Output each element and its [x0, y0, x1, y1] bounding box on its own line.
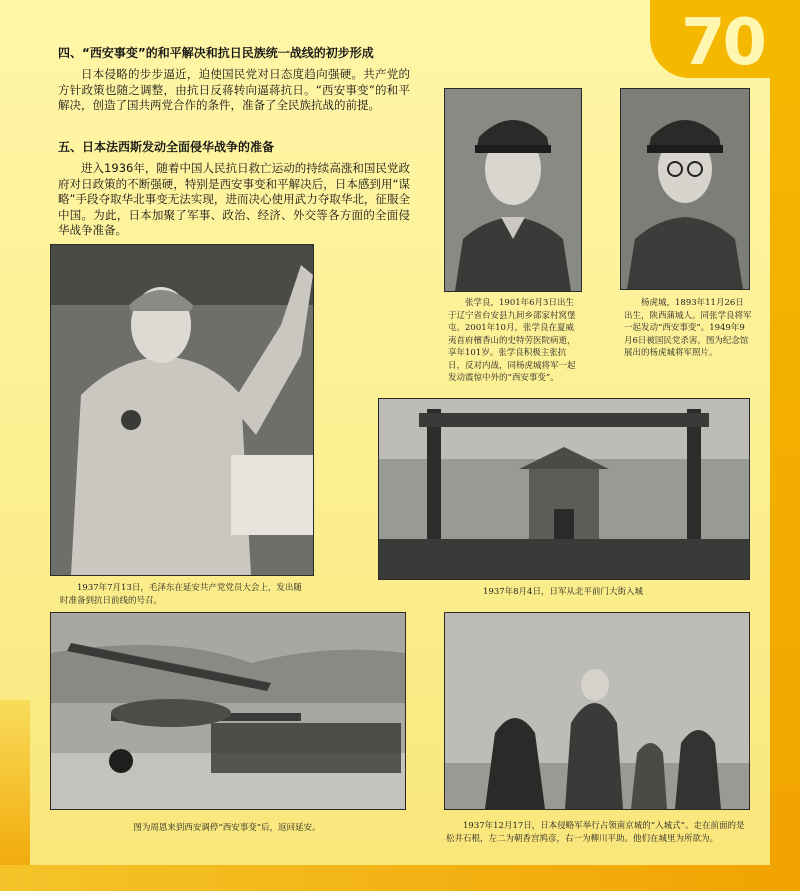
section-4-paragraph: 日本侵略的步步逼近，迫使国民党对日态度趋向强硬。共产党的方针政策也随之调整，由抗日反蒋转向逼蒋抗日。“西安事变”的和平解决，创造了国共两党合作的条件，准备了全民族抗战的前提。 — [58, 67, 410, 112]
yang-hucheng-caption: 杨虎城，1893年11月26日出生，陕西蒲城人。同张学良将军一起发动“西安事变”。1949年9月6日被国民党杀害。图为纪念馆展出的杨虎城将军照片。 — [624, 298, 752, 358]
right-border-band — [770, 0, 800, 891]
qianmen-photo — [378, 398, 750, 580]
bottom-border-band — [0, 865, 800, 891]
zhang-xueliang-photo — [444, 88, 582, 292]
nanjing-entry-photo — [444, 612, 750, 810]
section-5-heading: 五、日本法西斯发动全面侵华战争的准备 — [58, 140, 275, 154]
zhou-enlai-caption: 图为周恩来到西安调停“西安事变”后，返回延安。 — [133, 823, 321, 833]
nanjing-entry-caption: 1937年12月17日，日本侵略军举行占领南京城的“入城式”。走在前面的是松井石根，左二为朝香宫鸠彦，右一为柳川平助。他们在城里为所欲为。 — [446, 821, 745, 844]
zhou-enlai-photo — [50, 612, 406, 810]
zhang-xueliang-caption: 张学良，1901年6月3日出生于辽宁省台安县九间乡邵家村窝堡屯。2001年10月，张学良在夏威夷首府檀香山的史特劳医院病逝，享年101岁。张学良积极主张抗日，反对内战，同杨虎城将军一起发动震惊中外的“西安事变”。 — [448, 298, 576, 383]
yang-hucheng-photo — [620, 88, 750, 290]
mao-zedong-caption: 1937年7月13日，毛泽东在延安共产党党员大会上，发出随时准备到抗日前线的号召。 — [60, 583, 302, 606]
section-4-heading: 四、“西安事变”的和平解决和抗日民族统一战线的初步形成 — [58, 46, 374, 60]
qianmen-caption: 1937年8月4日，日军从北平前门大街入城 — [483, 587, 643, 597]
page-number: 70 — [680, 6, 764, 80]
section-5-paragraph: 进入1936年，随着中国人民抗日救亡运动的持续高涨和国民党政府对日政策的不断强硬，特别是西安事变和平解决后，日本感到用“谋略”手段夺取华北事变无法实现，进而决心使用武力夺取华北，征服全中国。为此，日本加聚了军事、政治、经济、外交等各方面的全面侵华战争准备。 — [58, 161, 410, 237]
mao-zedong-photo — [50, 244, 314, 576]
left-border-band — [0, 700, 30, 891]
